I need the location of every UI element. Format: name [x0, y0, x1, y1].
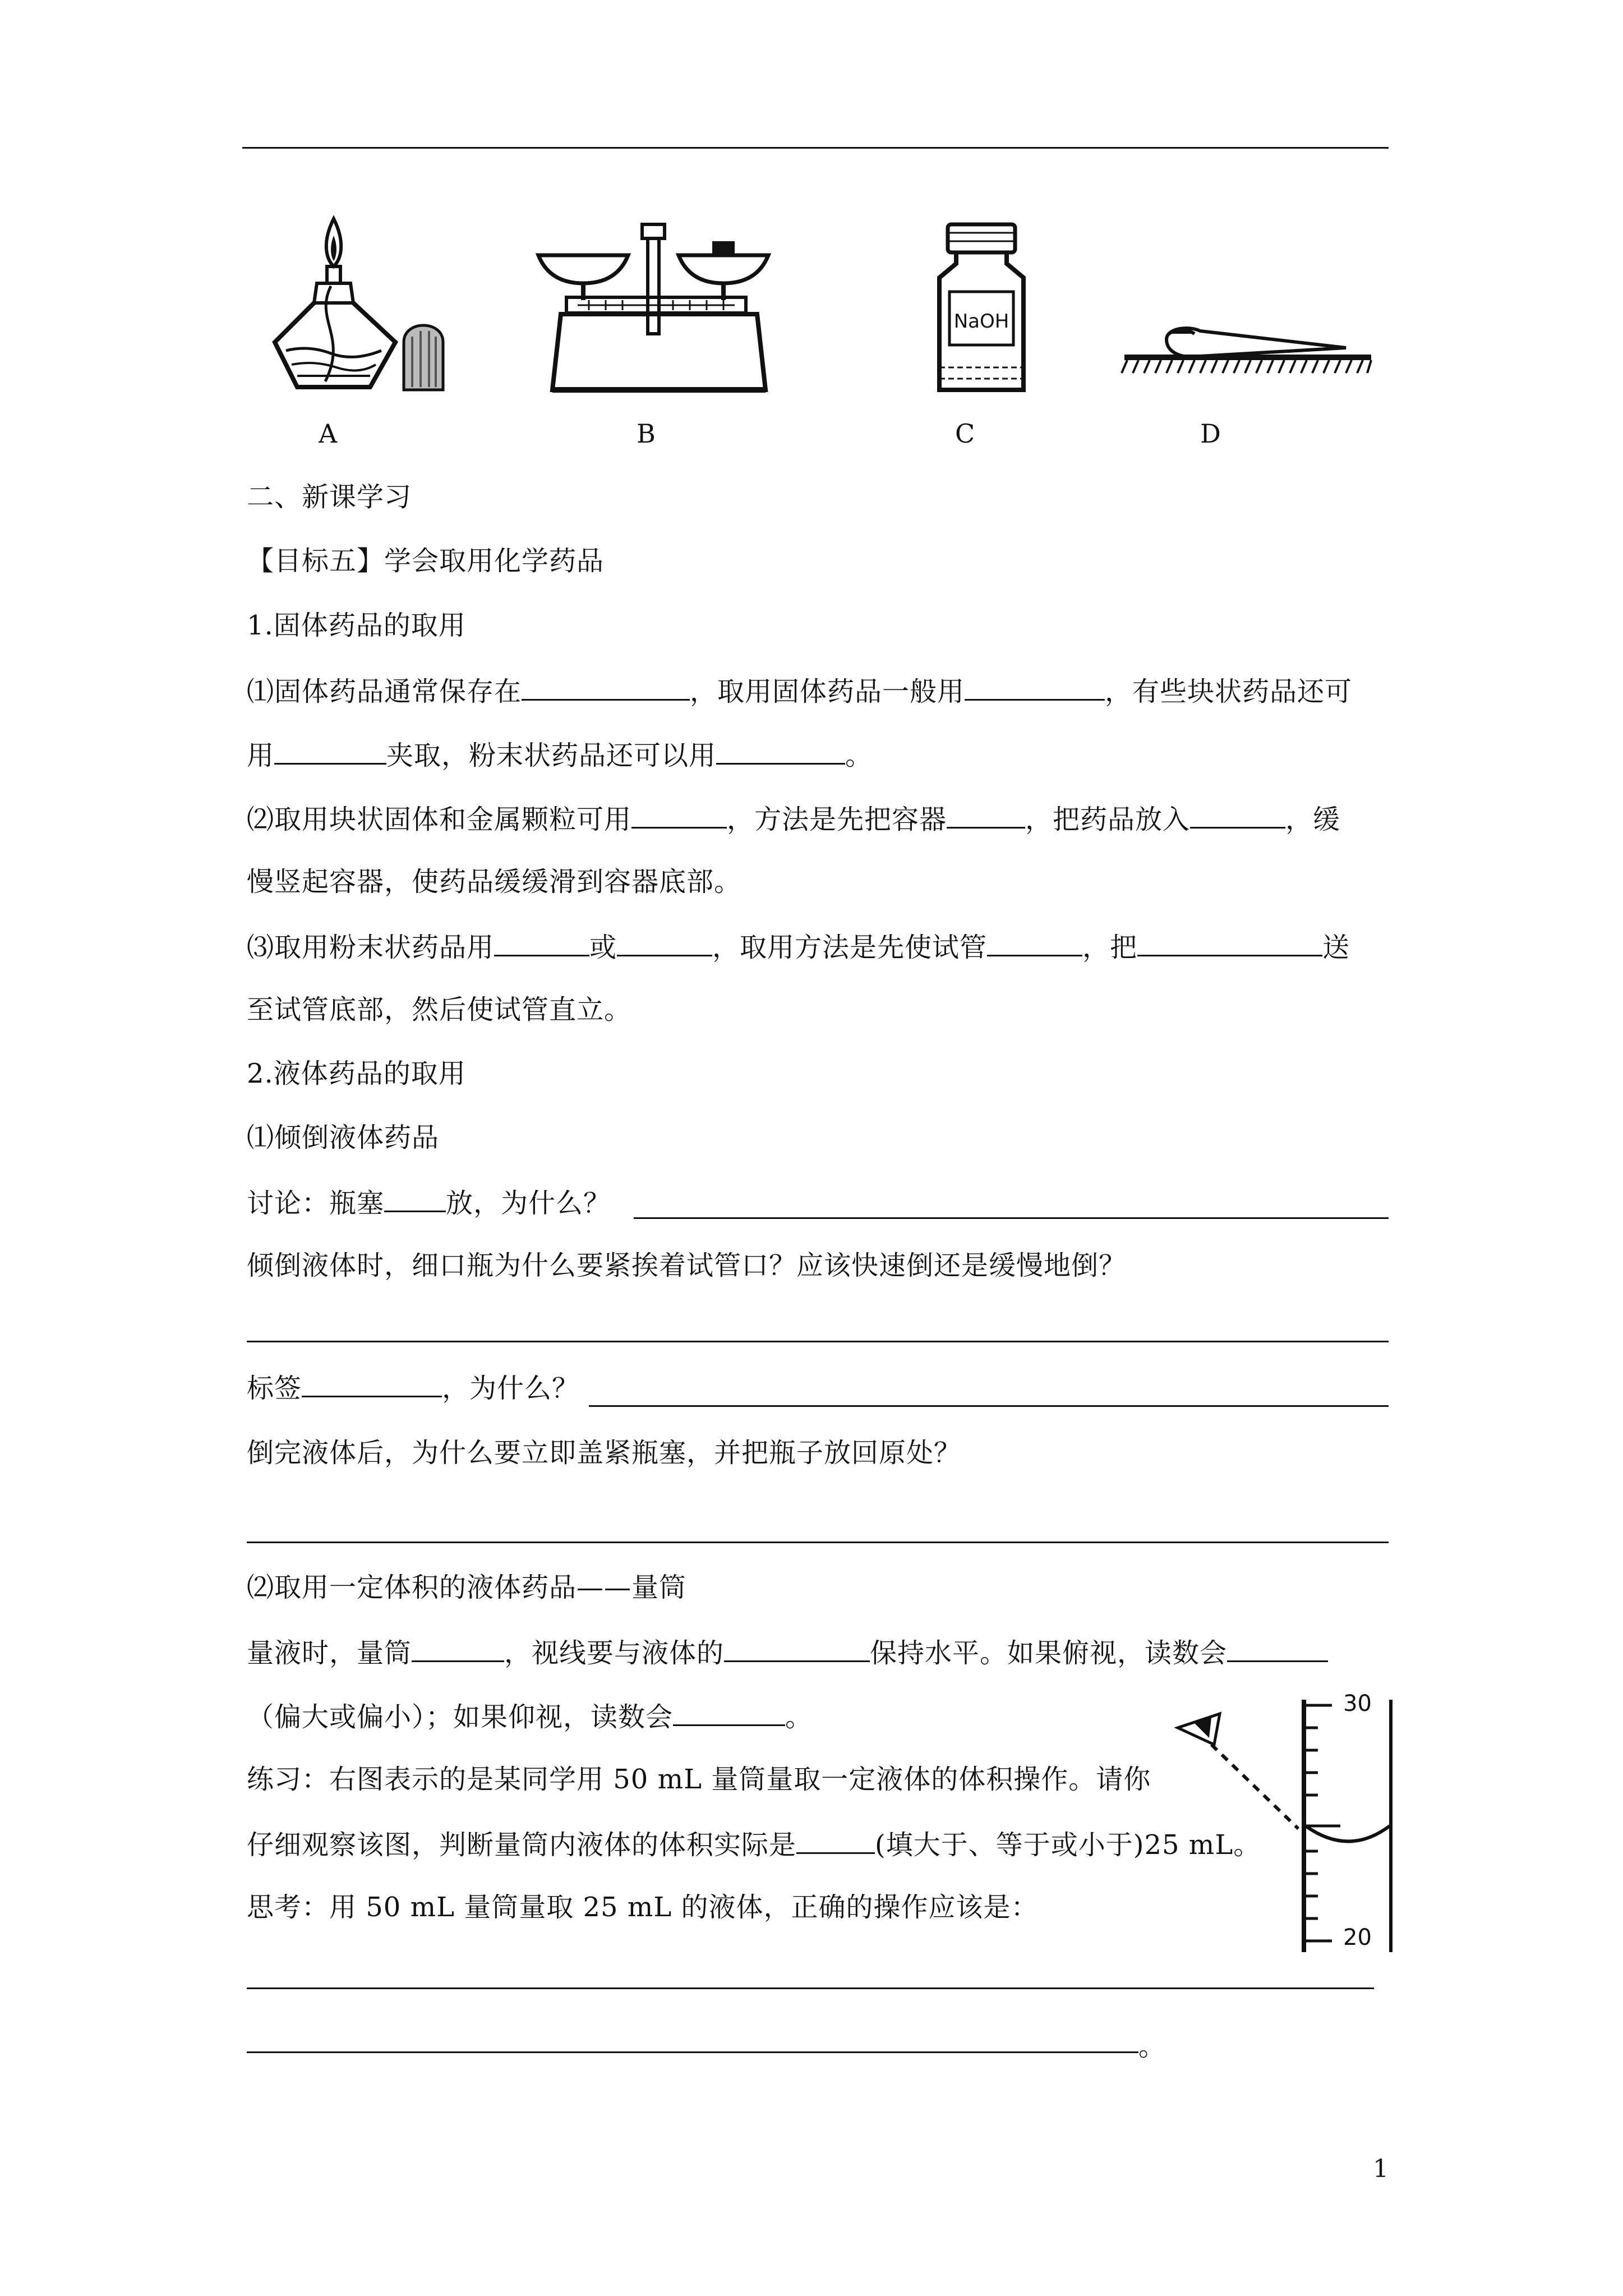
figure-label-b: B — [637, 418, 656, 449]
cylinder-tick-top: 30 — [1343, 1691, 1372, 1717]
answer-line[interactable] — [634, 1217, 1389, 1219]
solid-title: 1.固体药品的取用 — [247, 610, 466, 641]
goal-heading: 【目标五】学会取用化学药品 — [247, 545, 605, 577]
think-line: 思考：用 50 mL 量筒量取 25 mL 的液体，正确的操作应该是： — [247, 1892, 1039, 1923]
dropper-on-table-icon — [1122, 317, 1374, 390]
blank[interactable] — [1190, 801, 1285, 829]
blank[interactable] — [302, 1370, 442, 1397]
figure-label-d: D — [1200, 418, 1221, 449]
header-rule — [242, 147, 1389, 149]
solid-line-6: 至试管底部，然后使试管直立。 — [247, 994, 632, 1025]
blank[interactable] — [987, 929, 1082, 956]
pour-title: ⑴倾倒液体药品 — [247, 1122, 440, 1153]
blank[interactable] — [724, 1635, 870, 1662]
bottle-label: NaOH — [953, 310, 1009, 333]
blank[interactable] — [412, 1635, 504, 1662]
blank[interactable] — [1227, 1635, 1328, 1662]
blank[interactable] — [716, 737, 845, 765]
liquid-title: 2.液体药品的取用 — [247, 1058, 466, 1089]
discuss-line-4: 倒完液体后，为什么要立即盖紧瓶塞，并把瓶子放回原处？ — [247, 1437, 962, 1469]
cylinder-tick-bottom: 20 — [1343, 1925, 1372, 1950]
discuss-line-1: 讨论：瓶塞 放，为什么？ — [247, 1185, 611, 1220]
cylinder-reading-figure — [1155, 1688, 1396, 1958]
label-line: 标签 ，为什么？ — [247, 1370, 579, 1405]
figure-label-a: A — [319, 418, 338, 449]
lamp-cap-icon — [401, 314, 446, 393]
practice-line-2: 仔细观察该图，判断量筒内液体的体积实际是 (填大于、等于或小于)25 mL。 — [247, 1826, 1261, 1862]
blank[interactable] — [384, 1185, 446, 1212]
measure-title: ⑵取用一定体积的液体药品——量筒 — [247, 1572, 687, 1603]
blank[interactable] — [522, 673, 690, 701]
measure-line-2: （偏大或偏小）；如果仰视，读数会 。 — [247, 1699, 813, 1734]
end-mark: 。 — [1138, 2031, 1166, 2062]
blank[interactable] — [274, 737, 386, 765]
answer-line[interactable] — [589, 1405, 1389, 1407]
blank[interactable] — [947, 801, 1025, 829]
section-heading: 二、新课学习 — [247, 481, 412, 513]
blank[interactable] — [673, 1699, 785, 1726]
blank[interactable] — [617, 929, 712, 956]
balance-icon — [533, 222, 791, 395]
page-number: 1 — [1373, 2155, 1389, 2183]
blank[interactable] — [494, 929, 589, 956]
solid-line-3: ⑵取用块状固体和金属颗粒可用 ，方法是先把容器 ，把药品放入 ，缓 — [247, 801, 1340, 836]
practice-line-1: 练习：右图表示的是某同学用 50 mL 量筒量取一定液体的体积操作。请你 — [247, 1764, 1151, 1795]
blank[interactable] — [631, 801, 727, 829]
answer-line[interactable] — [247, 1341, 1389, 1342]
solid-line-2: 用 夹取，粉末状药品还可以用 。 — [247, 737, 873, 772]
solid-line-5: ⑶取用粉末状药品用 或 ，取用方法是先使试管 ，把 送 — [247, 929, 1350, 964]
blank[interactable] — [796, 1826, 875, 1854]
figure-label-c: C — [955, 418, 975, 449]
solid-line-4: 慢竖起容器，使药品缓缓滑到容器底部。 — [247, 866, 742, 898]
eye-icon — [1178, 1714, 1220, 1745]
measure-line-1: 量液时，量筒 ，视线要与液体的 保持水平。如果俯视，读数会 — [247, 1635, 1328, 1670]
blank[interactable] — [965, 673, 1105, 701]
answer-line[interactable] — [247, 1542, 1389, 1543]
alcohol-lamp-icon — [264, 213, 409, 398]
answer-line[interactable] — [247, 2051, 1138, 2053]
blank[interactable] — [1137, 929, 1322, 956]
naoh-bottle-icon — [934, 222, 1029, 395]
solid-line-1: ⑴固体药品通常保存在 ，取用固体药品一般用 ，有些块状药品还可 — [247, 673, 1352, 708]
answer-line[interactable] — [247, 1987, 1374, 1989]
discuss-line-2: 倾倒液体时，细口瓶为什么要紧挨着试管口？应该快速倒还是缓慢地倒？ — [247, 1250, 1127, 1281]
